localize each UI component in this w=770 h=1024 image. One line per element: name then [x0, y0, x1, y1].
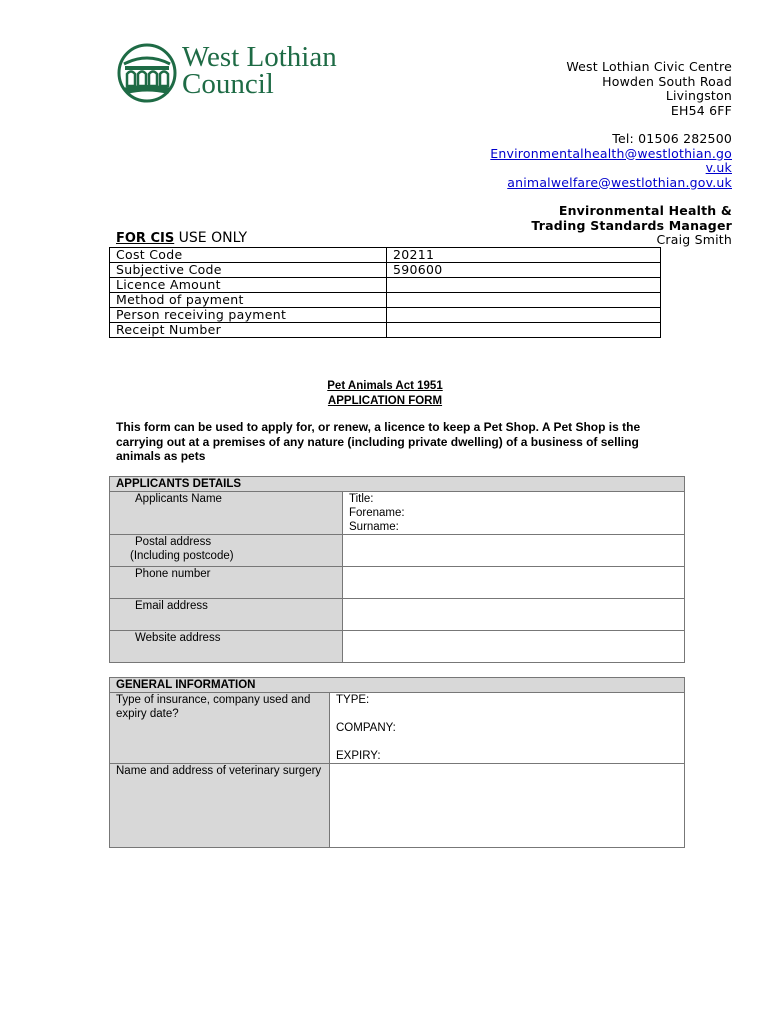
table-row	[110, 263, 661, 278]
cis-title-bold: FOR CIS	[116, 231, 175, 246]
cis-label: Receipt Number	[110, 323, 387, 338]
table-row	[110, 248, 661, 263]
cis-value: 590600	[387, 263, 661, 278]
address-block	[490, 60, 732, 248]
council-name-line1: West Lothian	[182, 41, 337, 73]
postal-address-label	[110, 535, 343, 567]
phone-number-field[interactable]	[343, 567, 685, 599]
email-link-environmental-health-part2[interactable]: v.uk	[705, 160, 732, 175]
council-wordmark	[182, 41, 337, 100]
cis-label: Subjective Code	[110, 263, 387, 278]
insurance-field[interactable]	[330, 693, 685, 764]
cis-value[interactable]	[387, 278, 661, 293]
phone-number-label: Phone number	[110, 567, 343, 599]
email-link-environmental-health-part1[interactable]: Environmentalhealth@westlothian.go	[490, 145, 732, 161]
cis-title-rest: USE ONLY	[174, 230, 248, 246]
table-row	[110, 293, 661, 308]
vet-surgery-field[interactable]	[330, 764, 685, 848]
table-row	[110, 308, 661, 323]
address-line3: Livingston	[665, 88, 732, 103]
address-postcode: EH54 6FF	[670, 102, 732, 118]
postal-address-label-line1: Postal address	[135, 536, 212, 548]
postal-address-field[interactable]	[343, 535, 685, 567]
cis-value: 20211	[387, 248, 661, 263]
company-label: COMPANY:	[336, 722, 396, 734]
general-information-table	[109, 677, 685, 848]
role-line1: Environmental Health &	[558, 203, 732, 218]
insurance-label: Type of insurance, company used and expiry date?	[110, 693, 330, 764]
cis-table	[109, 247, 661, 338]
cis-label: Licence Amount	[110, 278, 387, 293]
cis-value[interactable]	[387, 308, 661, 323]
table-row	[110, 764, 685, 848]
address-line1: West Lothian Civic Centre	[566, 59, 732, 74]
cis-value[interactable]	[387, 323, 661, 338]
surname-label: Surname:	[349, 521, 399, 533]
website-address-field[interactable]	[343, 631, 685, 663]
applicants-table	[109, 476, 685, 663]
act-title: Pet Animals Act 1951	[327, 380, 443, 392]
cis-title	[116, 230, 247, 246]
table-row	[110, 535, 685, 567]
applicants-name-label: Applicants Name	[110, 492, 343, 535]
cis-label: Person receiving payment	[110, 308, 387, 323]
table-row	[110, 278, 661, 293]
table-row	[110, 631, 685, 663]
council-name-line2: Council	[182, 68, 274, 100]
applicants-name-field[interactable]	[343, 492, 685, 535]
council-logo	[116, 42, 361, 104]
cis-value[interactable]	[387, 293, 661, 308]
website-address-label: Website address	[110, 631, 343, 663]
section-header: GENERAL INFORMATION	[110, 678, 685, 693]
email-address-field[interactable]	[343, 599, 685, 631]
cis-label: Cost Code	[110, 248, 387, 263]
expiry-label: EXPIRY:	[336, 750, 381, 762]
address-line2: Howden South Road	[602, 73, 732, 89]
section-header: APPLICANTS DETAILS	[110, 477, 685, 492]
email-address-label: Email address	[110, 599, 343, 631]
postal-address-label-line2: (Including postcode)	[130, 550, 234, 562]
table-row	[110, 323, 661, 338]
type-label: TYPE:	[336, 694, 370, 706]
telephone: Tel: 01506 282500	[612, 131, 732, 146]
table-row	[110, 693, 685, 764]
vet-surgery-label: Name and address of veterinary surgery	[110, 764, 330, 848]
viaduct-emblem-icon	[116, 42, 180, 106]
role-line2: Trading Standards Manager	[531, 217, 732, 233]
cis-label: Method of payment	[110, 293, 387, 308]
form-title-block	[0, 379, 770, 408]
table-row	[110, 567, 685, 599]
email-link-animal-welfare[interactable]: animalwelfare@westlothian.gov.uk	[507, 174, 732, 190]
table-row	[110, 492, 685, 535]
table-row	[110, 599, 685, 631]
manager-name: Craig Smith	[656, 232, 732, 247]
form-title: APPLICATION FORM	[327, 394, 443, 407]
title-label: Title:	[349, 493, 374, 505]
forename-label: Forename:	[349, 507, 405, 519]
intro-paragraph: This form can be used to apply for, or renew, a licence to keep a Pet Shop. A Pet Shop is the carrying out at a premises of any nature (including private dwelling) of a business of selling animals as pets	[116, 420, 641, 463]
